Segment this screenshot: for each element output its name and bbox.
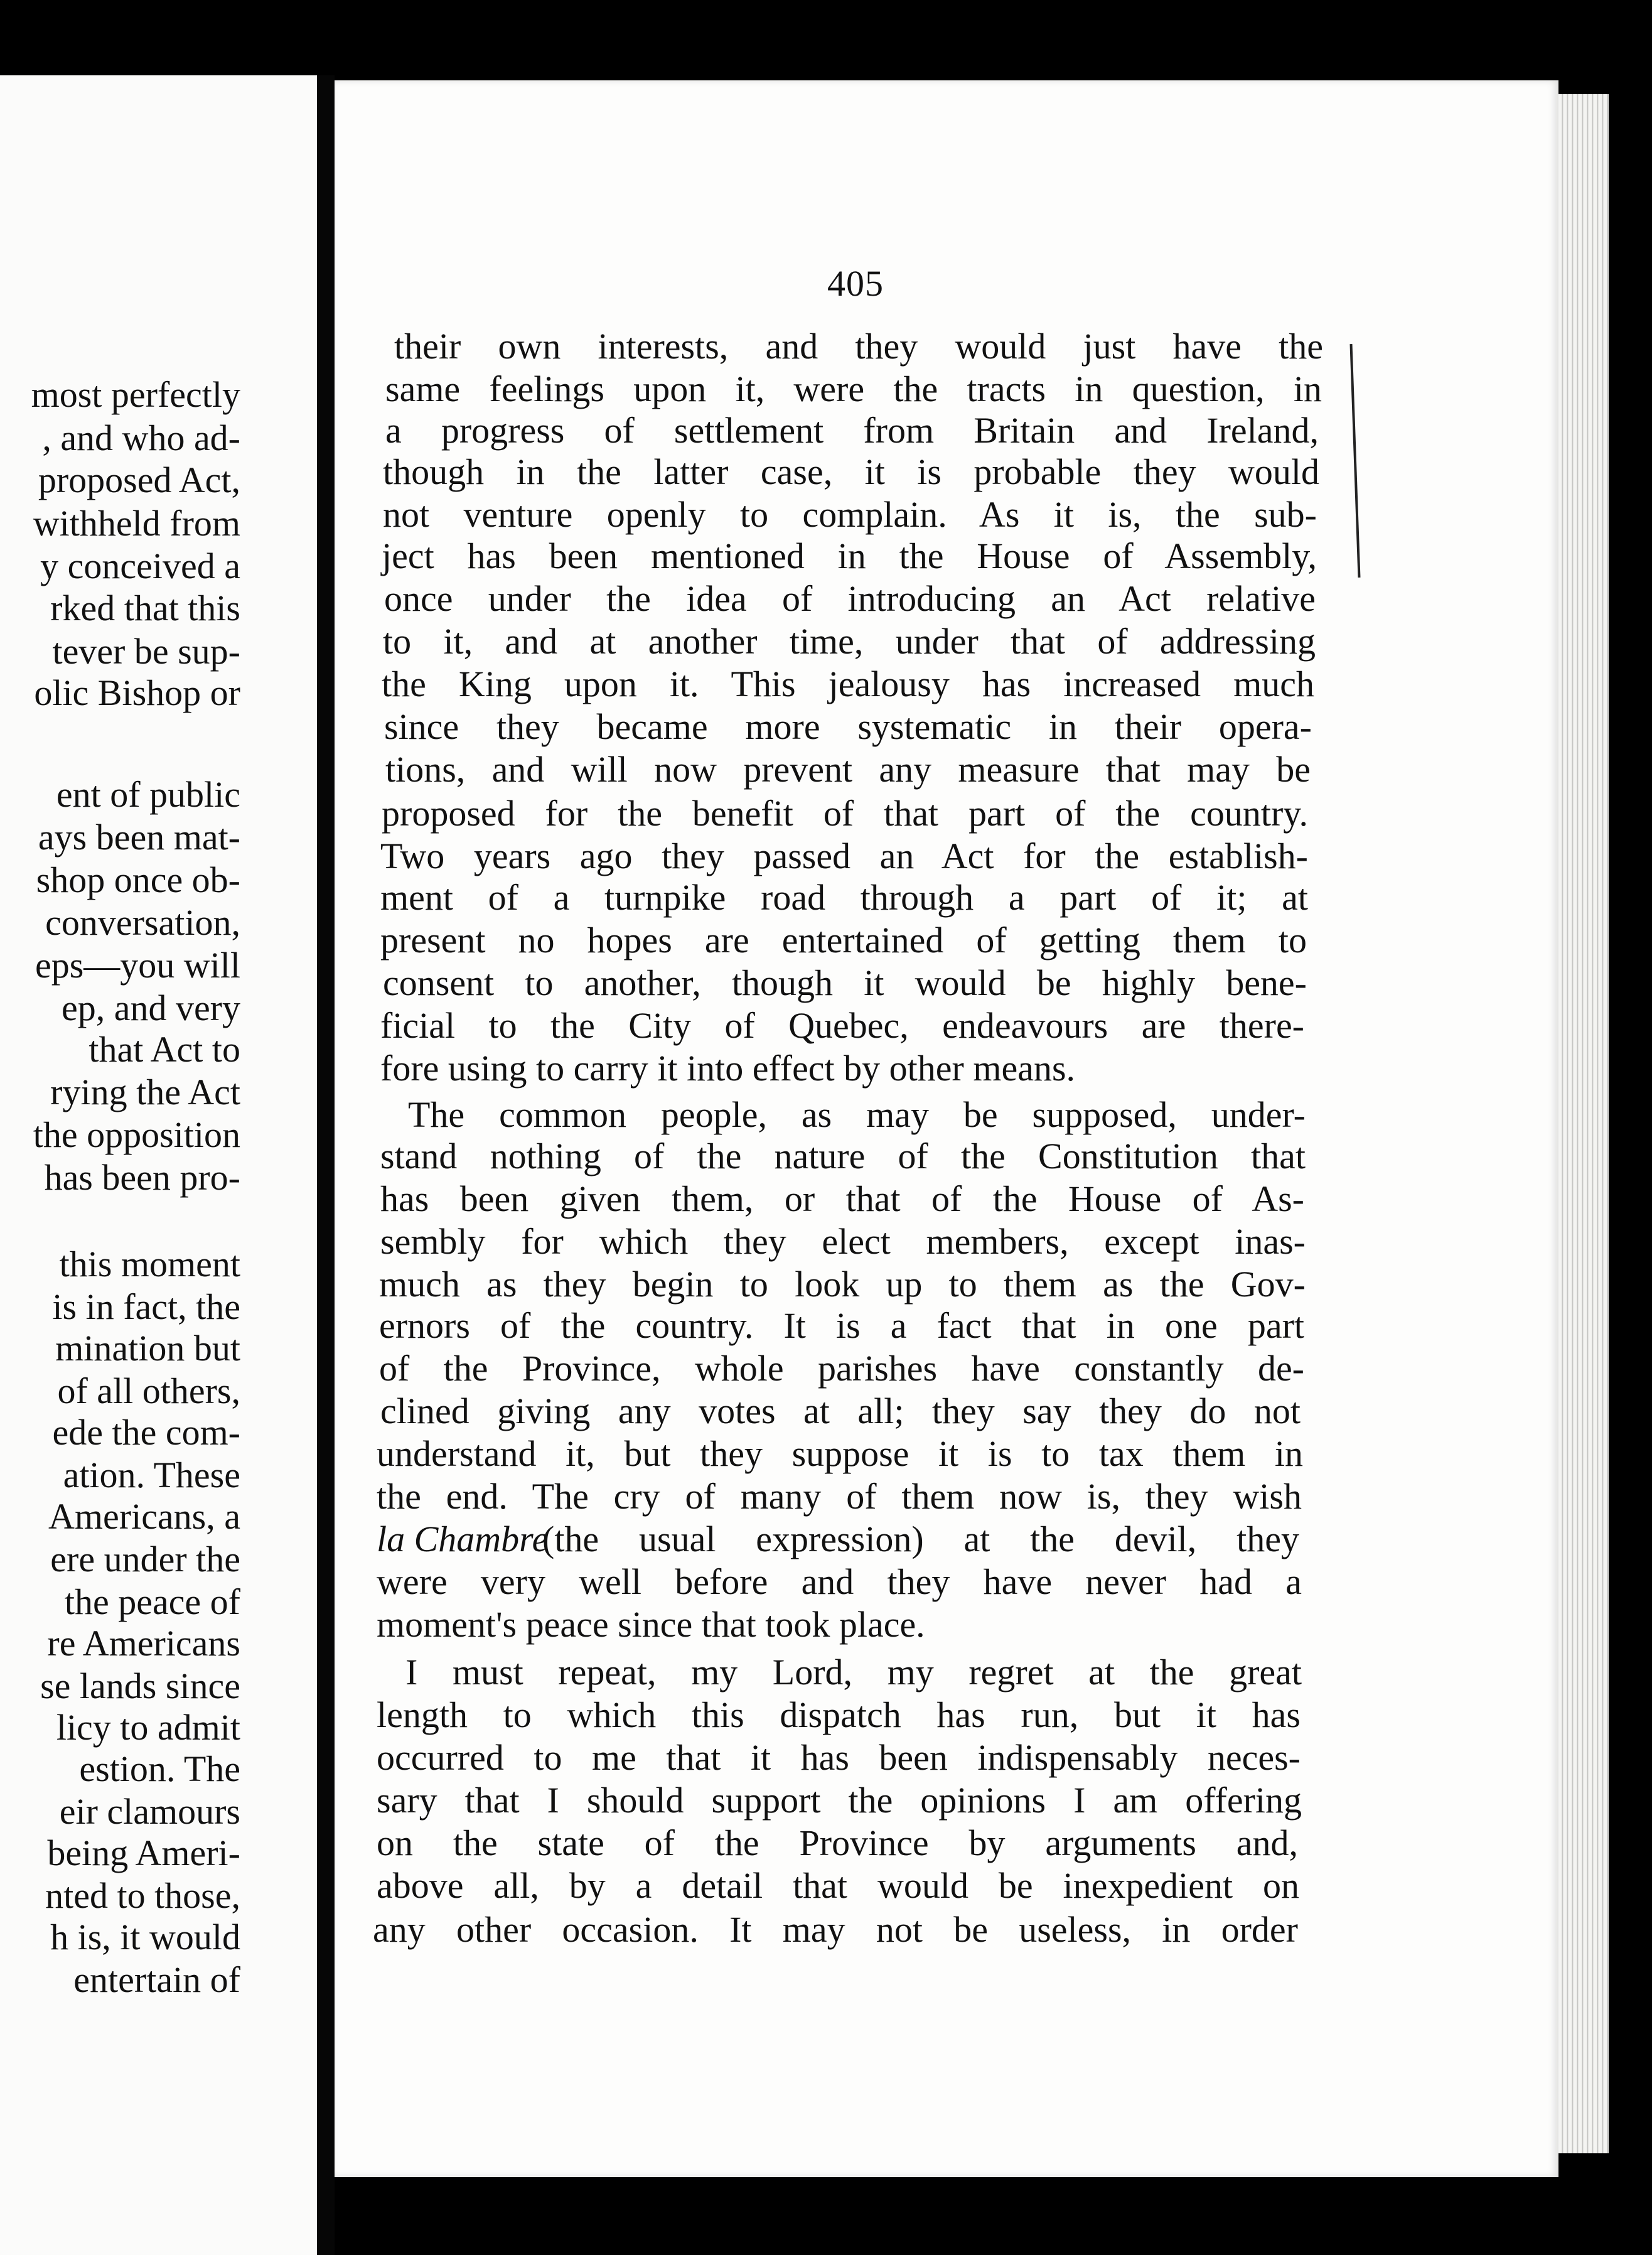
left-page-line: Americans, a bbox=[48, 1496, 240, 1537]
left-page-line: entertain of bbox=[73, 1959, 240, 2000]
left-page-line: , and who ad- bbox=[42, 417, 240, 458]
left-page-line: tever be sup- bbox=[52, 631, 240, 672]
right-page-line: length to which this dispatch has run, but it has bbox=[377, 1694, 1301, 1735]
left-page-line: eir clamours bbox=[59, 1791, 240, 1832]
right-page-line: ment of a turnpike road through a part of it; at bbox=[380, 877, 1308, 918]
page-number: 405 bbox=[827, 263, 884, 304]
left-page-line: se lands since bbox=[40, 1666, 240, 1706]
right-page-line: their own interests, and they would just have the bbox=[394, 326, 1323, 367]
right-page-line: since they became more systematic in their opera- bbox=[384, 706, 1312, 747]
right-page-line: of the Province, whole parishes have constantly de- bbox=[379, 1348, 1304, 1389]
left-page-line: most perfectly bbox=[31, 374, 240, 415]
left-page-line: the peace of bbox=[64, 1581, 240, 1622]
left-page-line: shop once ob- bbox=[36, 859, 240, 900]
left-page-line: re Americans bbox=[47, 1623, 240, 1664]
right-page-line: ject has been mentioned in the House of Assembly, bbox=[382, 535, 1317, 576]
left-page-line: the opposition bbox=[33, 1114, 240, 1155]
right-page-line: moment's peace since that took place. bbox=[377, 1604, 925, 1645]
left-page-line: rying the Act bbox=[50, 1072, 240, 1112]
left-page-line: of all others, bbox=[57, 1370, 240, 1411]
left-page-line: eps—you will bbox=[35, 945, 240, 986]
right-page-line: ficial to the City of Quebec, endeavours are there- bbox=[380, 1005, 1304, 1046]
book-gutter bbox=[317, 75, 335, 2255]
right-page-line: understand it, but they suppose it is to tax them in bbox=[377, 1433, 1303, 1474]
right-page-line: clined giving any votes at all; they say they do not bbox=[380, 1391, 1301, 1431]
right-page-line: proposed for the benefit of that part of the country. bbox=[382, 793, 1308, 834]
left-page-line: estion. The bbox=[79, 1748, 240, 1789]
left-page-line: ation. These bbox=[63, 1455, 240, 1495]
left-page-line: is in fact, the bbox=[52, 1286, 240, 1327]
right-page-line: though in the latter case, it is probable they would bbox=[383, 451, 1319, 492]
left-page-line: ent of public bbox=[56, 774, 240, 815]
right-page-line: stand nothing of the nature of the Constitution that bbox=[380, 1136, 1306, 1176]
right-page-line: on the state of the Province by arguments and, bbox=[377, 1822, 1298, 1863]
right-page-line: above all, by a detail that would be inexpedient on bbox=[377, 1865, 1299, 1906]
right-page-line: Two years ago they passed an Act for the establish- bbox=[380, 836, 1308, 876]
right-page-line: tions, and will now prevent any measure that may be bbox=[385, 749, 1311, 790]
left-page-line: y conceived a bbox=[40, 546, 240, 586]
right-page-line: sembly for which they elect members, except inas- bbox=[380, 1221, 1306, 1262]
left-page-line: rked that this bbox=[50, 588, 240, 628]
right-page-line: not venture openly to complain. As it is, the sub- bbox=[383, 494, 1317, 535]
right-page-line: (the usual expression) at the devil, they bbox=[542, 1519, 1299, 1559]
left-page-line: nted to those, bbox=[45, 1875, 240, 1916]
left-page-line: that Act to bbox=[88, 1029, 240, 1070]
left-page-line: ede the com- bbox=[52, 1412, 240, 1453]
right-page-line: the end. The cry of many of them now is, they wish bbox=[377, 1476, 1302, 1517]
left-page-line: withheld from bbox=[33, 503, 240, 544]
right-page-line: has been given them, or that of the House of As- bbox=[380, 1178, 1304, 1219]
left-page-line: ays been mat- bbox=[38, 817, 240, 858]
left-page-line: proposed Act, bbox=[38, 460, 240, 500]
left-page-line: ere under the bbox=[50, 1539, 240, 1580]
right-page-line: to it, and at another time, under that of addressing bbox=[383, 621, 1316, 662]
italic-phrase: la Chambre bbox=[377, 1519, 549, 1559]
right-page-line: occurred to me that it has been indispensably neces- bbox=[377, 1737, 1301, 1778]
left-page-line: conversation, bbox=[45, 902, 240, 943]
left-facing-page bbox=[0, 75, 317, 2255]
right-page-line: the King upon it. This jealousy has increased much bbox=[382, 664, 1314, 704]
right-page-line: consent to another, though it would be highly bene- bbox=[383, 962, 1307, 1003]
right-page-line: much as they begin to look up to them as the Gov- bbox=[379, 1264, 1306, 1305]
right-page-line: ernors of the country. It is a fact that in one part bbox=[379, 1305, 1304, 1346]
left-page-line: olic Bishop or bbox=[34, 672, 240, 713]
right-page-line: sary that I should support the opinions I am offering bbox=[377, 1780, 1302, 1821]
right-page-line: fore using to carry it into effect by other means. bbox=[380, 1048, 1076, 1089]
right-page-line: once under the idea of introducing an Act relative bbox=[384, 578, 1316, 619]
left-page-line: h is, it would bbox=[50, 1917, 240, 1957]
right-page-line: a progress of settlement from Britain and Ireland, bbox=[385, 410, 1319, 451]
right-page-line: same feelings upon it, were the tracts in question, in bbox=[385, 369, 1322, 409]
right-page-line: were very well before and they have never had a bbox=[377, 1561, 1302, 1602]
left-page-line: ep, and very bbox=[61, 988, 240, 1028]
left-page-line: has been pro- bbox=[44, 1157, 240, 1198]
left-page-line: mination but bbox=[55, 1328, 240, 1369]
page-edges bbox=[1558, 94, 1609, 2153]
right-page-line: any other occasion. It may not be useless, in order bbox=[373, 1909, 1298, 1950]
right-page-line: I must repeat, my Lord, my regret at the great bbox=[405, 1652, 1302, 1693]
left-page-line: being Ameri- bbox=[47, 1833, 240, 1873]
left-page-line: this moment bbox=[59, 1244, 240, 1284]
right-page-line: The common people, as may be supposed, under- bbox=[408, 1094, 1306, 1135]
right-page-line: present no hopes are entertained of getting them to bbox=[380, 920, 1307, 961]
left-page-line: licy to admit bbox=[56, 1707, 240, 1748]
